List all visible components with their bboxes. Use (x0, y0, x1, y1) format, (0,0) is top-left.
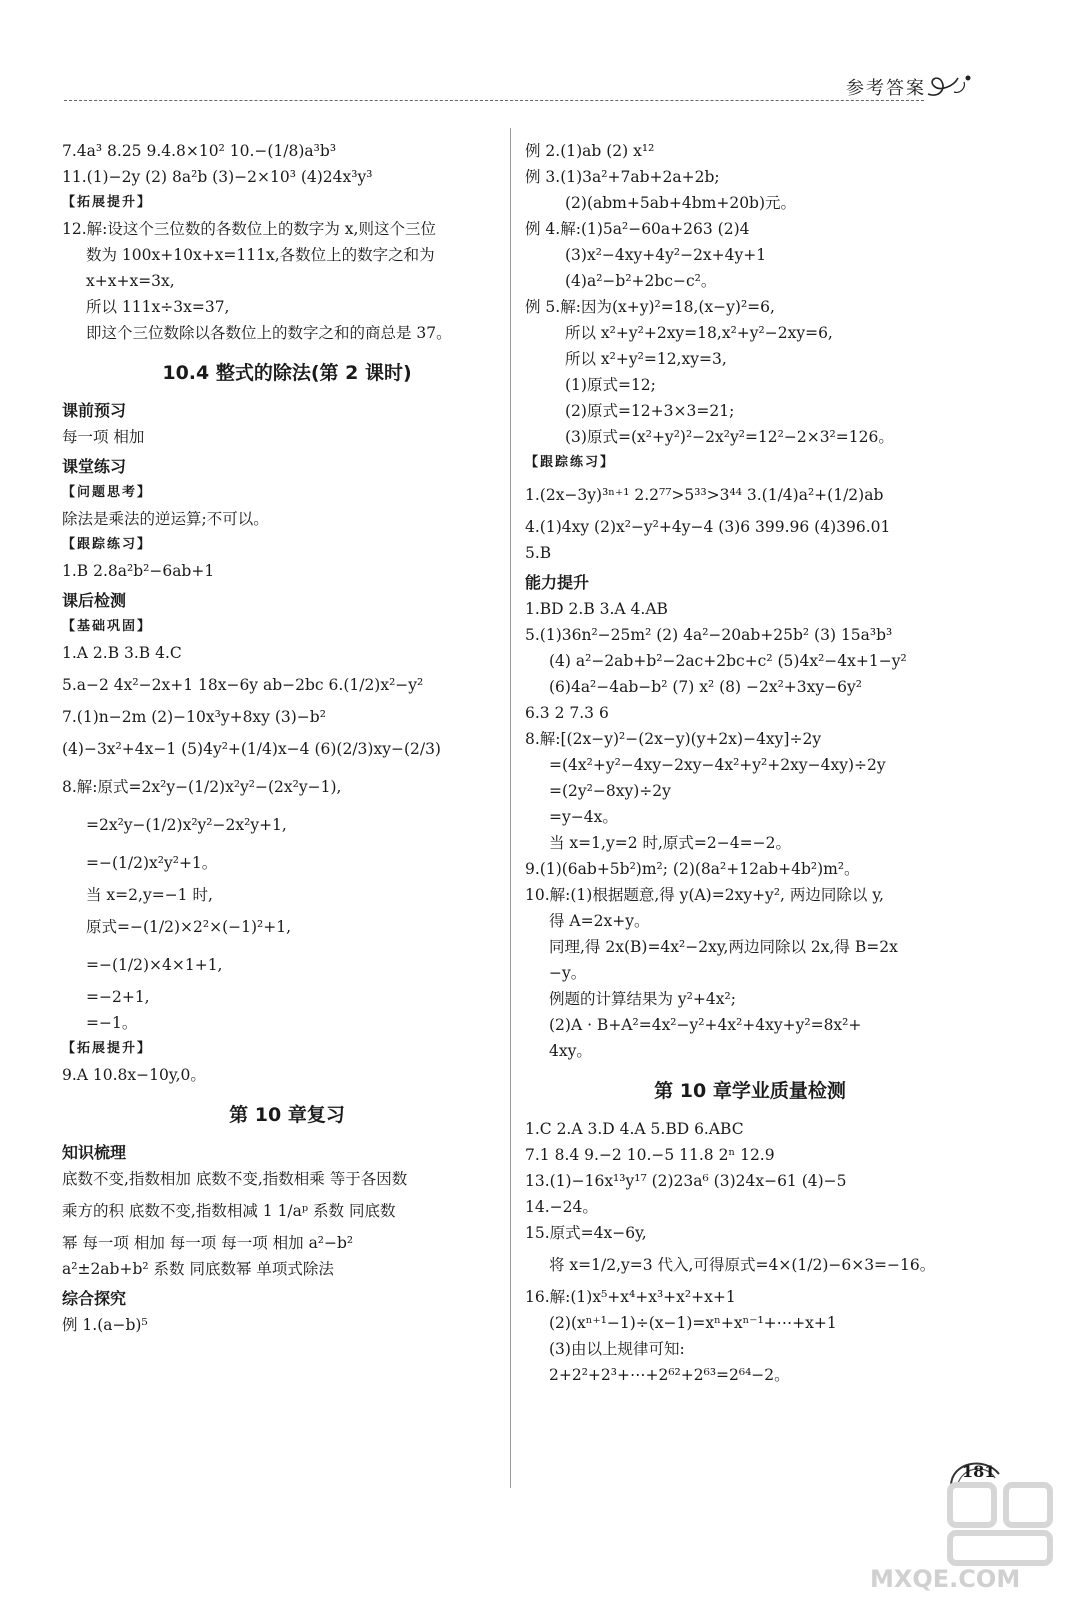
left-answer-line: 幂 每一项 相加 每一项 每一项 相加 a²−b² (62, 1234, 354, 1252)
right-answer-line: 4xy。 (549, 1042, 592, 1060)
left-answer-line: 12.解:设这个三位数的各数位上的数字为 x,则这个三位 (62, 220, 436, 238)
right-answer-line: 1.BD 2.B 3.A 4.AB (525, 600, 668, 618)
left-answer-line: 5.a−2 4x²−2x+1 18x−6y ab−2bc 6.(1/2)x²−y² (62, 676, 424, 694)
right-answer-line: 例题的计算结果为 y²+4x²; (549, 990, 736, 1008)
swirl-ornament-icon (924, 68, 974, 102)
right-answer-line: =y−4x。 (549, 808, 618, 826)
right-answer-line: (3)x²−4xy+4y²−2x+4y+1 (565, 246, 767, 264)
bracket-tag: 【跟踪练习】 (62, 537, 153, 552)
right-column (525, 138, 975, 1388)
left-answer-line: 原式=−(1/2)×2²×(−1)²+1, (86, 918, 291, 936)
section-title: 第 10 章复习 (229, 1104, 345, 1126)
right-answer-line: 8.解:[(2x−y)²−(2x−y)(y+2x)−4xy]÷2y (525, 730, 822, 748)
header-rule (64, 100, 924, 101)
section-title: 10.4 整式的除法(第 2 课时) (162, 362, 412, 384)
right-answer-line: 将 x=1/2,y=3 代入,可得原式=4×(1/2)−6×3=−16。 (549, 1256, 936, 1274)
right-answer-line: (3)由以上规律可知: (549, 1340, 685, 1358)
right-answer-line: (4)a²−b²+2bc−c²。 (565, 272, 717, 290)
subsection-heading: 课后检测 (62, 591, 127, 610)
left-answer-line: 1.A 2.B 3.B 4.C (62, 644, 182, 662)
right-answer-line: =(4x²+y²−4xy−2xy−4x²+y²+2xy−4xy)÷2y (549, 756, 886, 774)
left-answer-line: 当 x=2,y=−1 时, (86, 886, 213, 904)
header-title: 参考答案 (846, 78, 926, 99)
right-answer-line: 9.(1)(6ab+5b²)m²; (2)(8a²+12ab+4b²)m²。 (525, 860, 860, 878)
left-answer-line: =−(1/2)x²y²+1。 (86, 854, 218, 872)
right-answer-line: (2)原式=12+3×3=21; (565, 402, 735, 420)
right-answer-line: 得 A=2x+y。 (549, 912, 650, 930)
page-header (64, 72, 994, 102)
right-answer-line: 16.解:(1)x⁵+x⁴+x³+x²+x+1 (525, 1288, 736, 1306)
left-answer-line: 除法是乘法的逆运算;不可以。 (62, 510, 269, 528)
bracket-tag: 【问题思考】 (62, 485, 153, 500)
left-answer-line: 即这个三位数除以各数位上的数字之和的商总是 37。 (86, 324, 452, 342)
right-answer-line: (2)A · B+A²=4x²−y²+4x²+4xy+y²=8x²+ (549, 1016, 862, 1034)
left-answer-line: =−(1/2)×4×1+1, (86, 956, 223, 974)
left-answer-line: =−2+1, (86, 988, 150, 1006)
right-answer-line: (4) a²−2ab+b²−2ac+2bc+c² (5)4x²−4x+1−y² (549, 652, 907, 670)
right-answer-line: 当 x=1,y=2 时,原式=2−4=−2。 (549, 834, 791, 852)
section-title: 第 10 章学业质量检测 (654, 1080, 846, 1102)
left-answer-line: 所以 111x÷3x=37, (86, 298, 230, 316)
subsection-heading: 能力提升 (525, 573, 590, 592)
left-answer-line: 9.A 10.8x−10y,0。 (62, 1066, 206, 1084)
right-answer-line: 所以 x²+y²=12,xy=3, (565, 350, 727, 368)
right-answer-line: (3)原式=(x²+y²)²−2x²y²=12²−2×3²=126。 (565, 428, 894, 446)
bracket-tag: 【跟踪练习】 (525, 455, 616, 470)
right-answer-line: (6)4a²−4ab−b² (7) x² (8) −2x²+3xy−6y² (549, 678, 862, 696)
right-answer-line: 同理,得 2x(B)=4x²−2xy,两边同除以 2x,得 B=2x (549, 938, 898, 956)
left-answer-line: 每一项 相加 (62, 428, 145, 446)
subsection-heading: 课前预习 (62, 401, 127, 420)
bracket-tag: 【拓展提升】 (62, 195, 153, 210)
right-answer-line: 7.1 8.4 9.−2 10.−5 11.8 2ⁿ 12.9 (525, 1146, 775, 1164)
right-answer-line: 5.(1)36n²−25m² (2) 4a²−20ab+25b² (3) 15a³b³ (525, 626, 893, 644)
right-answer-line: 15.原式=4x−6y, (525, 1224, 647, 1242)
right-answer-line: −y。 (549, 964, 587, 982)
left-answer-line: =2x²y−(1/2)x²y²−2x²y+1, (86, 816, 287, 834)
right-answer-line: 4.(1)4xy (2)x²−y²+4y−4 (3)6 399.96 (4)396.01 (525, 518, 891, 536)
left-answer-line: 乘方的积 底数不变,指数相减 1 1/aᵖ 系数 同底数 (62, 1202, 396, 1220)
right-answer-line: 14.−24。 (525, 1198, 598, 1216)
left-answer-line: 数为 100x+10x+x=111x,各数位上的数字之和为 (86, 246, 435, 264)
left-answer-line: 底数不变,指数相加 底数不变,指数相乘 等于各因数 (62, 1170, 408, 1188)
bracket-tag: 【基础巩固】 (62, 619, 153, 634)
right-answer-line: (2)(xⁿ⁺¹−1)÷(x−1)=xⁿ+xⁿ⁻¹+⋯+x+1 (549, 1314, 837, 1332)
left-answer-line: 8.解:原式=2x²y−(1/2)x²y²−(2x²y−1), (62, 778, 342, 796)
left-answer-line: =−1。 (86, 1014, 138, 1032)
right-answer-line: 例 5.解:因为(x+y)²=18,(x−y)²=6, (525, 298, 775, 316)
left-answer-line: 7.(1)n−2m (2)−10x³y+8xy (3)−b² (62, 708, 326, 726)
left-answer-line: 例 1.(a−b)⁵ (62, 1316, 148, 1334)
left-answer-line: 11.(1)−2y (2) 8a²b (3)−2×10³ (4)24x³y³ (62, 168, 373, 186)
left-answer-line: 7.4a³ 8.25 9.4.8×10² 10.−(1/8)a³b³ (62, 142, 337, 160)
right-answer-line: 6.3 2 7.3 6 (525, 704, 609, 722)
right-answer-line: 例 3.(1)3a²+7ab+2a+2b; (525, 168, 720, 186)
right-answer-line: =(2y²−8xy)÷2y (549, 782, 671, 800)
right-answer-line: 例 2.(1)ab (2) x¹² (525, 142, 655, 160)
right-answer-line: 例 4.解:(1)5a²−60a+263 (2)4 (525, 220, 750, 238)
left-answer-line: (4)−3x²+4x−1 (5)4y²+(1/4)x−4 (6)(2/3)xy−(2/3) (62, 740, 441, 758)
subsection-heading: 课堂练习 (62, 457, 127, 476)
right-answer-line: 13.(1)−16x¹³y¹⁷ (2)23a⁶ (3)24x−61 (4)−5 (525, 1172, 847, 1190)
right-answer-line: 所以 x²+y²+2xy=18,x²+y²−2xy=6, (565, 324, 833, 342)
left-answer-line: 1.B 2.8a²b²−6ab+1 (62, 562, 215, 580)
left-column (62, 138, 512, 1338)
subsection-heading: 知识梳理 (62, 1143, 127, 1162)
right-answer-line: 2+2²+2³+⋯+2⁶²+2⁶³=2⁶⁴−2。 (549, 1366, 790, 1384)
page-number: 181 (962, 1462, 996, 1481)
right-answer-line: 1.(2x−3y)³ⁿ⁺¹ 2.2⁷⁷>5³³>3⁴⁴ 3.(1/4)a²+(1/2)ab (525, 486, 884, 504)
left-answer-line: a²±2ab+b² 系数 同底数幂 单项式除法 (62, 1260, 334, 1278)
watermark-text: MXQE.COM (870, 1565, 1021, 1593)
right-answer-line: (2)(abm+5ab+4bm+20b)元。 (565, 194, 797, 212)
right-answer-line: (1)原式=12; (565, 376, 656, 394)
bracket-tag: 【拓展提升】 (62, 1041, 153, 1056)
left-answer-line: x+x+x=3x, (86, 272, 175, 290)
right-answer-line: 5.B (525, 544, 552, 562)
right-answer-line: 1.C 2.A 3.D 4.A 5.BD 6.ABC (525, 1120, 744, 1138)
subsection-heading: 综合探究 (62, 1289, 127, 1308)
right-answer-line: 10.解:(1)根据题意,得 y(A)=2xy+y², 两边同除以 y, (525, 886, 884, 904)
